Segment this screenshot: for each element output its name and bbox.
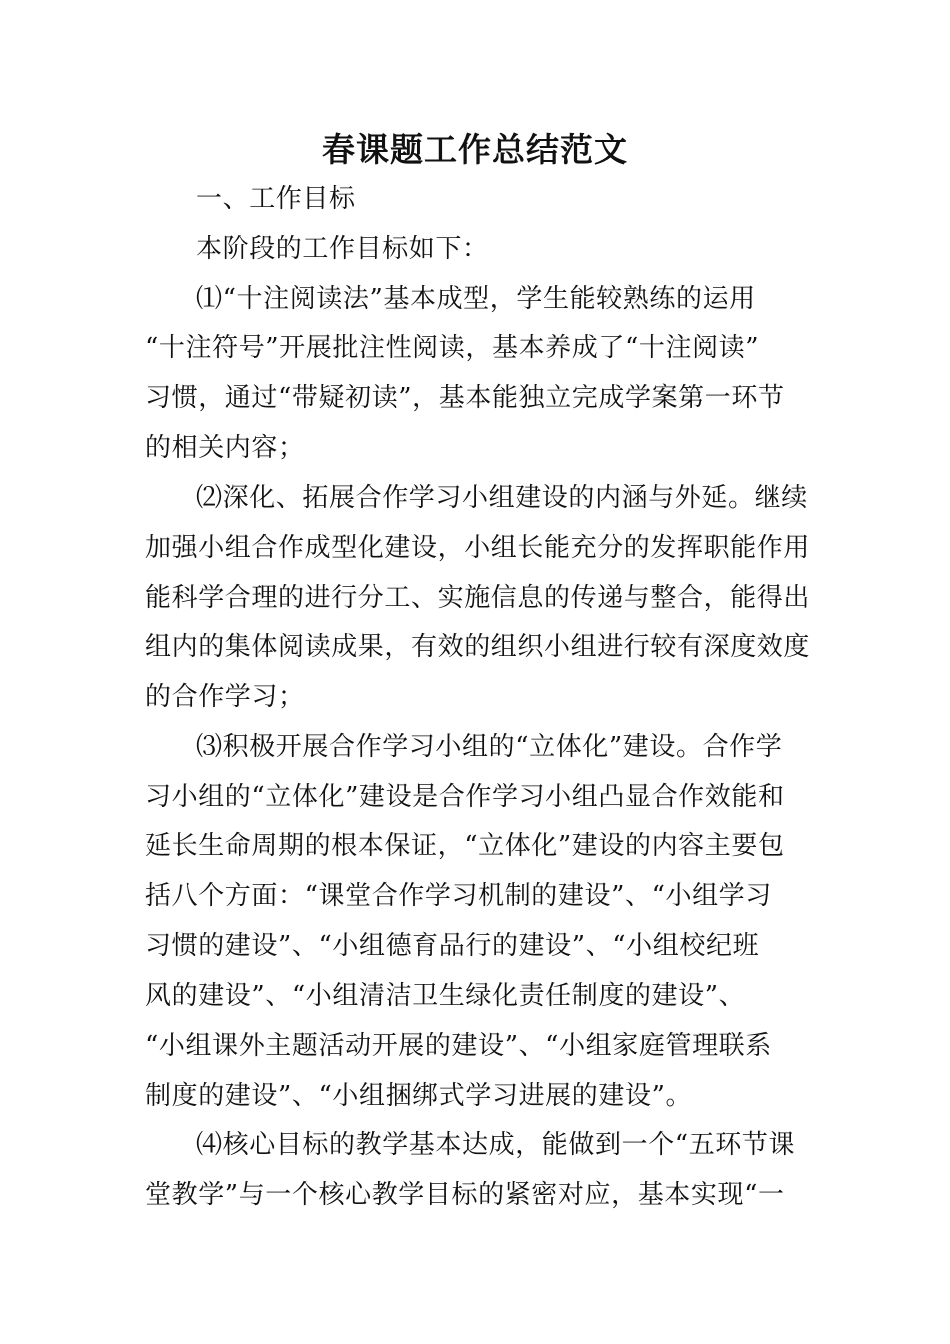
paragraph-line: 括八个方面：“课堂合作学习机制的建设”、“小组学习 (145, 881, 772, 911)
paragraph-line: ⑷核心目标的教学基本达成，能做到一个“五环节课 (196, 1130, 796, 1160)
paragraph-line: 组内的集体阅读成果，有效的组织小组进行较有深度效度 (145, 632, 811, 662)
paragraph-line: 制度的建设”、“小组捆绑式学习进展的建设”。 (145, 1081, 693, 1111)
paragraph-line: ⑴“十注阅读法”基本成型，学生能较熟练的运用 (196, 284, 756, 314)
paragraph-line: “十注符号”开展批注性阅读，基本养成了“十注阅读” (145, 333, 760, 363)
document-title: 春课题工作总结范文 (322, 130, 628, 169)
paragraph-line: 的合作学习； (145, 682, 305, 712)
paragraph-line: 能科学合理的进行分工、实施信息的传递与整合，能得出 (145, 583, 811, 613)
paragraph-line: 堂教学”与一个核心教学目标的紧密对应，基本实现“一 (145, 1180, 785, 1210)
paragraph-line: 习惯的建设”、“小组德育品行的建设”、“小组校纪班 (145, 931, 760, 961)
section-heading: 一、工作目标 (196, 184, 356, 214)
paragraph-line: 习小组的“立体化”建设是合作学习小组凸显合作效能和 (145, 782, 785, 812)
paragraph-line: 延长生命周期的根本保证，“立体化”建设的内容主要包 (145, 831, 785, 861)
paragraph-line: ⑵深化、拓展合作学习小组建设的内涵与外延。继续 (196, 483, 808, 513)
paragraph-line: “小组课外主题活动开展的建设”、“小组家庭管理联系 (145, 1031, 772, 1061)
paragraph-line: ⑶积极开展合作学习小组的“立体化”建设。合作学 (196, 732, 783, 762)
paragraph-line: 加强小组合作成型化建设，小组长能充分的发挥职能作用 (145, 533, 811, 563)
paragraph-line: 习惯，通过“带疑初读”，基本能独立完成学案第一环节 (145, 383, 785, 413)
paragraph-line: 风的建设”、“小组清洁卫生绿化责任制度的建设”、 (145, 981, 746, 1011)
paragraph-line: 的相关内容； (145, 433, 305, 463)
paragraph-line: 本阶段的工作目标如下： (196, 234, 489, 264)
